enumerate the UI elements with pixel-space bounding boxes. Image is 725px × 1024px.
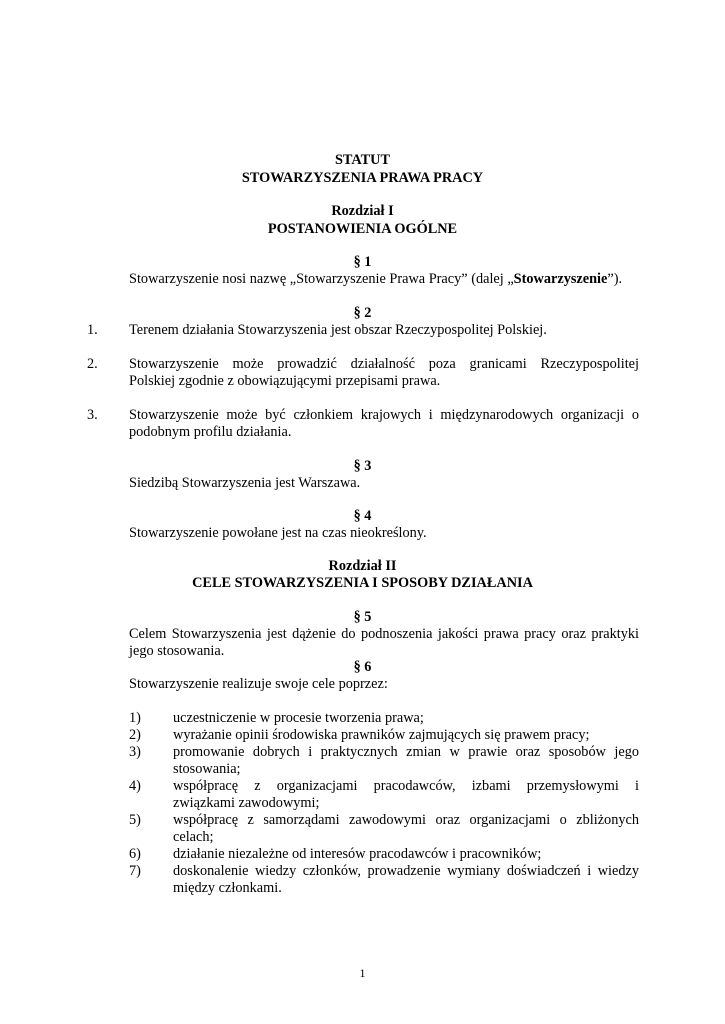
section-2-item-3-line-2: podobnym profilu działania. — [129, 424, 292, 440]
section-1-heading: § 1 — [353, 254, 372, 270]
section-6-item-1-number: 1) — [129, 710, 141, 726]
section-1-text-after: ”). — [607, 271, 623, 287]
section-1-text — [129, 271, 622, 288]
section-6-item-2-number: 2) — [129, 727, 141, 743]
section-5-line-1: Celem Stowarzyszenia jest dążenie do podnoszenia jakości prawa pracy oraz praktyki — [129, 626, 639, 642]
section-3-heading: § 3 — [353, 458, 372, 474]
section-6-item-7-number: 7) — [129, 863, 141, 879]
section-2-item-1-line-1: Terenem działania Stowarzyszenia jest obszar Rzeczypospolitej Polskiej. — [129, 322, 547, 338]
section-6-item-3-number: 3) — [129, 744, 141, 760]
section-6-item-5-line-1: współpracę z samorządami zawodowymi oraz organizacjami o zbliżonych — [173, 812, 639, 828]
section-2-item-3-line-1: Stowarzyszenie może być członkiem krajowych i międzynarodowych organizacji o — [129, 407, 639, 423]
section-2-item-2-line-2: Polskiej zgodnie z obowiązującymi przepisami prawa. — [129, 373, 441, 389]
document-title-line1: STATUT — [334, 152, 391, 168]
section-6-item-6-number: 6) — [129, 846, 141, 862]
section-6-item-5-number: 5) — [129, 812, 141, 828]
section-5-line-2: jego stosowania. — [129, 643, 225, 659]
section-1-text-before: Stowarzyszenie nosi nazwę „Stowarzyszenie Prawa Pracy” (dalej „ — [129, 271, 514, 287]
section-6-item-6-line-1: działanie niezależne od interesów pracodawców i pracowników; — [173, 846, 542, 862]
section-6-item-3-line-2: stosowania; — [173, 761, 241, 777]
section-4-text: Stowarzyszenie powołane jest na czas nieokreślony. — [129, 525, 427, 541]
section-6-item-5-line-2: celach; — [173, 829, 214, 845]
section-2-heading: § 2 — [353, 305, 372, 321]
section-5-heading: § 5 — [353, 609, 372, 625]
section-2-item-1-number: 1. — [87, 322, 98, 338]
chapter-1-label: Rozdział I — [331, 203, 394, 219]
section-6-item-4-line-1: współpracę z organizacjami pracodawców, izbami przemysłowymi i — [173, 778, 639, 794]
chapter-2-title: CELE STOWARZYSZENIA I SPOSOBY DZIAŁANIA — [192, 575, 533, 591]
section-6-item-7-line-2: między członkami. — [173, 880, 282, 896]
section-6-item-1-line-1: uczestniczenie w procesie tworzenia prawa; — [173, 710, 424, 726]
section-6-item-4-number: 4) — [129, 778, 141, 794]
section-6-item-2-line-1: wyrażanie opinii środowiska prawników zajmujących się prawem pracy; — [173, 727, 590, 743]
chapter-2-label: Rozdział II — [328, 558, 397, 574]
section-4-heading: § 4 — [353, 508, 372, 524]
document-title-line2: STOWARZYSZENIA PRAWA PRACY — [241, 170, 484, 186]
chapter-1-title: POSTANOWIENIA OGÓLNE — [267, 221, 458, 237]
section-6-item-7-line-1: doskonalenie wiedzy członków, prowadzenie wymiany doświadczeń i wiedzy — [173, 863, 639, 879]
section-1-text-bold: Stowarzyszenie — [513, 271, 608, 287]
section-6-heading: § 6 — [353, 659, 372, 675]
section-6-item-4-line-2: związkami zawodowymi; — [173, 795, 320, 811]
page-number: 1 — [359, 966, 366, 980]
section-2-item-2-number: 2. — [87, 356, 98, 372]
section-6-intro: Stowarzyszenie realizuje swoje cele poprzez: — [129, 676, 388, 692]
section-6-item-3-line-1: promowanie dobrych i praktycznych zmian w prawie oraz sposobów jego — [173, 744, 639, 760]
section-3-text: Siedzibą Stowarzyszenia jest Warszawa. — [129, 475, 361, 491]
section-2-item-3-number: 3. — [87, 407, 98, 423]
section-2-item-2-line-1: Stowarzyszenie może prowadzić działalność poza granicami Rzeczypospolitej — [129, 356, 639, 372]
